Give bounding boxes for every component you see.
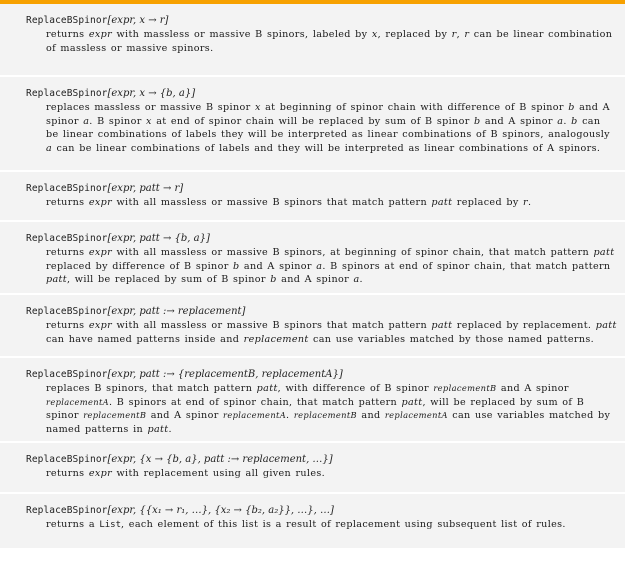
italic-term: patt — [256, 383, 278, 394]
italic-term: patt — [595, 320, 617, 331]
usage-block — [0, 295, 625, 358]
italic-term: b — [571, 115, 578, 127]
italic-term: a — [46, 142, 53, 154]
italic-term: x — [254, 102, 261, 113]
italic-term: b — [233, 260, 240, 272]
italic-term: a — [557, 115, 564, 127]
usage-signature — [26, 504, 617, 518]
italic-term: expr — [88, 29, 113, 40]
italic-term: b — [474, 115, 481, 127]
italic-term: r — [464, 29, 470, 40]
usage-signature — [26, 305, 617, 319]
italic-term: x — [371, 29, 378, 40]
usage-description: replaces massless or massive B spinor x at beginning of spinor chain with difference of B spinor b and A spinor a. B spinor x at end of spinor chain will be replaced by sum of B spinor b and A spinor a. b can be linear combinations of labels they will be interpreted as linear combinations of B spinors, analogously a can be linear combinations of labels and they will be interpreted as linear combinations of A spinors. — [46, 102, 610, 154]
italic-term: x — [146, 115, 152, 127]
italic-term: expr — [88, 247, 113, 258]
italic-term: replacementA — [223, 410, 287, 420]
function-name: ReplaceBSpinor — [26, 15, 108, 26]
usage-signature — [26, 453, 617, 467]
usage-description: returns expr with all massless or massive B spinors that match pattern patt replaced by r. — [46, 197, 532, 208]
usage-block — [0, 443, 625, 494]
italic-term: replacementA — [384, 410, 448, 420]
function-name: ReplaceBSpinor — [26, 183, 108, 194]
usage-block — [0, 222, 625, 295]
usage-signature — [26, 87, 617, 101]
usage-description: returns expr with replacement using all given rules. — [46, 468, 326, 479]
function-name: ReplaceBSpinor — [26, 454, 108, 465]
signature-args: [expr, x → r] — [107, 15, 169, 26]
usage-description: returns a List, each element of this list is a result of replacement using subsequent list of rules. — [46, 519, 566, 530]
italic-term: r — [451, 29, 457, 40]
function-name: ReplaceBSpinor — [26, 505, 108, 516]
italic-term: a — [316, 260, 323, 272]
italic-term: patt — [431, 197, 453, 208]
italic-term: b — [568, 102, 575, 113]
code-term: List — [99, 520, 121, 530]
italic-term: expr — [88, 197, 113, 208]
signature-args: [expr, {x → {b, a}, patt :→ replacement, …}] — [107, 454, 333, 465]
italic-term: expr — [88, 468, 113, 479]
function-name: ReplaceBSpinor — [26, 369, 108, 380]
usage-signature — [26, 14, 617, 28]
signature-args: [expr, patt → r] — [107, 183, 184, 194]
italic-term: patt — [593, 247, 615, 258]
usage-block — [0, 358, 625, 443]
italic-term: r — [523, 197, 528, 208]
usage-signature — [26, 368, 617, 382]
usage-block — [0, 77, 625, 172]
italic-term: a — [353, 274, 360, 285]
italic-term: replacement — [243, 333, 309, 345]
italic-term: expr — [88, 320, 113, 331]
function-name: ReplaceBSpinor — [26, 233, 108, 244]
usage-block — [0, 4, 625, 77]
signature-args: [expr, patt → {b, a}] — [107, 233, 210, 244]
signature-args: [expr, patt :→ replacement] — [107, 306, 246, 317]
signature-args: [expr, patt :→ {replacementB, replacementA}] — [107, 369, 343, 380]
usage-description: returns expr with massless or massive B spinors, labeled by x, replaced by r, r can be linear combination of massless or massive spinors. — [46, 29, 613, 54]
usage-description: replaces B spinors, that match pattern patt, with difference of B spinor replacementB and A spinor replacementA. B spinors at end of spinor chain, that match pattern patt, will be replaced by sum of B spinor replacementB and A spinor replacementA. replacementB and replacementA can use variables matched by named patterns in patt. — [46, 383, 611, 435]
usage-block — [0, 172, 625, 222]
italic-term: patt — [46, 274, 67, 285]
usage-signature — [26, 182, 617, 196]
italic-term: patt — [147, 423, 169, 435]
signature-args: [expr, x → {b, a}] — [107, 88, 196, 99]
italic-term: patt — [401, 396, 423, 408]
usage-description: returns expr with all massless or massive B spinors that match pattern patt replaced by replacement. patt can have named patterns inside and replacement can use variables matched by those named patterns. — [46, 320, 617, 345]
italic-term: replacementA — [46, 396, 109, 407]
function-name: ReplaceBSpinor — [26, 88, 108, 99]
italic-term: patt — [431, 320, 453, 331]
italic-term: a — [83, 115, 90, 127]
italic-term: b — [270, 274, 277, 285]
italic-term: replacementB — [433, 383, 497, 393]
function-name: ReplaceBSpinor — [26, 306, 108, 317]
usage-block — [0, 494, 625, 550]
usage-signature — [26, 232, 617, 246]
usage-description: returns expr with all massless or massive B spinors, at beginning of spinor chain, that match pattern patt replaced by difference of B spinor b and A spinor a. B spinors at end of spinor chain, that match pattern patt, will be replaced by sum of B spinor b and A spinor a. — [46, 247, 615, 285]
signature-args: [expr, {{x₁ → r₁, …}, {x₂ → {b₂, a₂}}, …}, …] — [107, 505, 334, 516]
italic-term: replacementB — [83, 410, 147, 420]
italic-term: replacementB — [293, 410, 357, 420]
